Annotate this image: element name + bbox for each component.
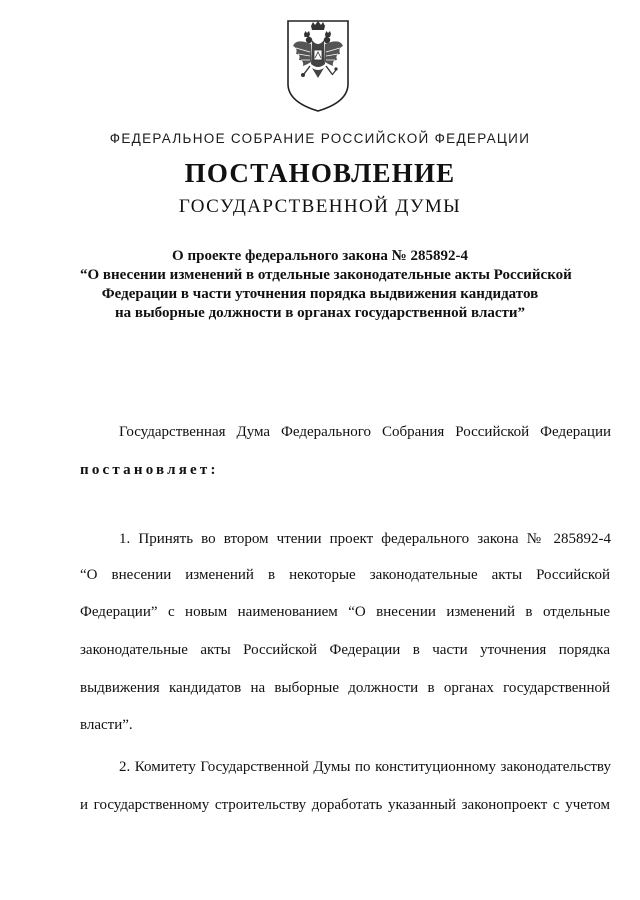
organization-name: ФЕДЕРАЛЬНОЕ СОБРАНИЕ РОССИЙСКОЙ ФЕДЕРАЦИИ [109, 131, 531, 146]
item2-line: 2. Комитету Государственной Думы по конституционному законодательству [119, 759, 611, 775]
item1-line: “О внесении изменений в некоторые законодательные акты Российской [80, 567, 610, 583]
resolves-word: постановляет: [80, 462, 219, 478]
document-subject [80, 247, 572, 323]
item2-line: и государственному строительству доработать указанный законопроект с учетом [80, 797, 610, 813]
subject-line: О проекте федерального закона № 285892-4 [172, 248, 468, 264]
preamble-text: Государственная Дума Федерального Собрания Российской Федерации [119, 424, 611, 440]
item1-line: Федерации” с новым наименованием “О внесении изменений в отдельные [80, 604, 610, 620]
item1-line: выдвижения кандидатов на выборные должности в органах государственной [80, 680, 610, 696]
document-type-title: ПОСТАНОВЛЕНИЕ [184, 158, 456, 188]
item1-line: законодательные акты Российской Федерации в части уточнения порядка [80, 642, 610, 658]
subject-line: на выборные должности в органах государственной власти” [114, 305, 526, 321]
document-issuer: ГОСУДАРСТВЕННОЙ ДУМЫ [178, 196, 462, 217]
item1-line: власти”. [80, 717, 133, 733]
coat-of-arms-emblem [284, 18, 352, 114]
item1-line: 1. Принять во втором чтении проект федерального закона № 285892-4 [119, 531, 611, 547]
subject-line: “О внесении изменений в отдельные законодательные акты Российской [80, 267, 572, 283]
subject-line: Федерации в части уточнения порядка выдвижения кандидатов [101, 286, 539, 302]
